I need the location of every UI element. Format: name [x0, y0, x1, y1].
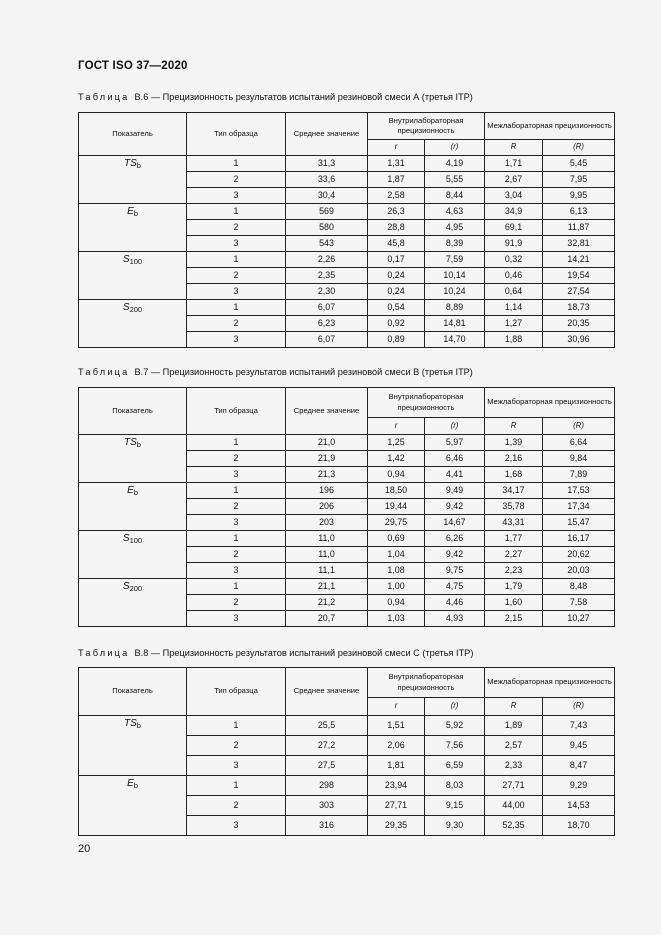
r-cell: 1,81	[368, 756, 425, 776]
r-rel-cell: 14,67	[425, 515, 485, 531]
table-row	[79, 776, 615, 796]
R-cell: 1,89	[485, 716, 543, 736]
col-header-r: r	[368, 698, 425, 716]
col-header-mean: Среднее значение	[286, 388, 368, 435]
r-rel-cell: 4,19	[425, 156, 485, 172]
R-rel-cell: 9,29	[543, 776, 615, 796]
mean-cell: 25,5	[286, 716, 368, 736]
R-cell: 3,04	[485, 188, 543, 204]
r-rel-cell: 6,46	[425, 451, 485, 467]
r-rel-cell: 9,75	[425, 563, 485, 579]
col-header-r: r	[368, 418, 425, 435]
R-rel-cell: 27,54	[543, 284, 615, 300]
R-rel-cell: 5,45	[543, 156, 615, 172]
r-cell: 1,00	[368, 579, 425, 595]
r-rel-cell: 8,44	[425, 188, 485, 204]
r-rel-cell: 4,46	[425, 595, 485, 611]
table-row	[79, 483, 615, 499]
table-label: Таблица	[78, 648, 130, 658]
r-cell: 0,24	[368, 284, 425, 300]
sample-type-cell: 2	[187, 547, 286, 563]
precision-table-b8	[78, 667, 615, 836]
r-cell: 18,50	[368, 483, 425, 499]
mean-cell: 31,3	[286, 156, 368, 172]
r-cell: 0,92	[368, 316, 425, 332]
table-row	[79, 579, 615, 595]
mean-cell: 11,0	[286, 531, 368, 547]
r-rel-cell: 14,70	[425, 332, 485, 348]
mean-cell: 6,23	[286, 316, 368, 332]
R-rel-cell: 18,70	[543, 816, 615, 836]
r-rel-cell: 9,42	[425, 547, 485, 563]
mean-cell: 2,30	[286, 284, 368, 300]
R-rel-cell: 6,64	[543, 435, 615, 451]
R-cell: 27,71	[485, 776, 543, 796]
indicator-cell	[79, 579, 187, 627]
R-rel-cell: 20,03	[543, 563, 615, 579]
R-rel-cell: 19,54	[543, 268, 615, 284]
col-header-between-lab: Межлабораторная прецизионность	[485, 113, 615, 140]
sample-type-cell: 3	[187, 284, 286, 300]
R-cell: 34,9	[485, 204, 543, 220]
col-header-R: R	[485, 418, 543, 435]
sample-type-cell: 1	[187, 300, 286, 316]
indicator-symbol: TS	[124, 158, 137, 169]
r-cell: 27,71	[368, 796, 425, 816]
r-cell: 1,08	[368, 563, 425, 579]
sample-type-cell: 1	[187, 156, 286, 172]
r-cell: 23,94	[368, 776, 425, 796]
mean-cell: 33,6	[286, 172, 368, 188]
r-rel-cell: 4,93	[425, 611, 485, 627]
indicator-cell	[79, 204, 187, 252]
r-rel-cell: 10,24	[425, 284, 485, 300]
mean-cell: 20,7	[286, 611, 368, 627]
sample-type-cell: 1	[187, 204, 286, 220]
indicator-symbol: S	[122, 581, 130, 592]
sample-type-cell: 1	[187, 776, 286, 796]
R-rel-cell: 16,17	[543, 531, 615, 547]
R-rel-cell: 6,13	[543, 204, 615, 220]
sample-type-cell: 2	[187, 220, 286, 236]
R-rel-cell: 14,21	[543, 252, 615, 268]
r-cell: 45,8	[368, 236, 425, 252]
mean-cell: 21,9	[286, 451, 368, 467]
indicator-cell	[79, 716, 187, 776]
sample-type-cell: 2	[187, 316, 286, 332]
r-rel-cell: 6,26	[425, 531, 485, 547]
r-rel-cell: 5,92	[425, 716, 485, 736]
R-cell: 44,00	[485, 796, 543, 816]
indicator-symbol: TS	[124, 437, 137, 448]
R-cell: 1,71	[485, 156, 543, 172]
R-rel-cell: 7,43	[543, 716, 615, 736]
r-cell: 0,24	[368, 268, 425, 284]
r-rel-cell: 8,03	[425, 776, 485, 796]
mean-cell: 21,1	[286, 579, 368, 595]
mean-cell: 21,2	[286, 595, 368, 611]
table-row	[79, 435, 615, 451]
R-cell: 0,64	[485, 284, 543, 300]
r-cell: 1,03	[368, 611, 425, 627]
indicator-cell	[79, 776, 187, 836]
indicator-cell	[79, 531, 187, 579]
table-row	[79, 531, 615, 547]
r-cell: 1,51	[368, 716, 425, 736]
r-rel-cell: 8,39	[425, 236, 485, 252]
table-label: Таблица	[78, 367, 130, 377]
R-cell: 1,60	[485, 595, 543, 611]
r-rel-cell: 9,49	[425, 483, 485, 499]
sample-type-cell: 3	[187, 236, 286, 252]
mean-cell: 6,07	[286, 300, 368, 316]
col-header-indicator: Показатель	[79, 388, 187, 435]
indicator-symbol: S	[122, 302, 130, 313]
indicator-subscript: b	[133, 781, 138, 790]
col-header-r-rel: (r)	[425, 418, 485, 435]
R-rel-cell: 20,62	[543, 547, 615, 563]
r-cell: 2,58	[368, 188, 425, 204]
R-rel-cell: 14,53	[543, 796, 615, 816]
col-header-r-rel: (r)	[425, 698, 485, 716]
R-rel-cell: 9,84	[543, 451, 615, 467]
R-cell: 2,33	[485, 756, 543, 776]
sample-type-cell: 2	[187, 268, 286, 284]
indicator-subscript: 100	[129, 536, 143, 545]
mean-cell: 316	[286, 816, 368, 836]
R-cell: 52,35	[485, 816, 543, 836]
sample-type-cell: 2	[187, 499, 286, 515]
indicator-cell	[79, 252, 187, 300]
r-cell: 19,44	[368, 499, 425, 515]
col-header-sample-type: Тип образца	[187, 388, 286, 435]
table-row	[79, 204, 615, 220]
col-header-R-rel: (R)	[543, 140, 615, 156]
table-row	[79, 156, 615, 172]
r-cell: 1,31	[368, 156, 425, 172]
sample-type-cell: 3	[187, 515, 286, 531]
r-cell: 29,75	[368, 515, 425, 531]
r-cell: 0,69	[368, 531, 425, 547]
mean-cell: 2,26	[286, 252, 368, 268]
R-cell: 2,27	[485, 547, 543, 563]
table-caption	[78, 92, 473, 102]
col-header-within-lab: Внутрилабораторная прецизионность	[368, 113, 485, 140]
R-cell: 1,77	[485, 531, 543, 547]
col-header-sample-type: Тип образца	[187, 668, 286, 716]
table-caption-text: В.6 — Прецизионность результатов испытаний резиновой смеси А (третья ITP)	[134, 92, 473, 102]
page-number: 20	[78, 843, 91, 855]
r-rel-cell: 7,59	[425, 252, 485, 268]
indicator-symbol: E	[127, 206, 134, 217]
R-rel-cell: 15,47	[543, 515, 615, 531]
col-header-within-lab: Внутрилабораторная прецизионность	[368, 388, 485, 418]
col-header-indicator: Показатель	[79, 668, 187, 716]
indicator-symbol: E	[127, 778, 134, 789]
sample-type-cell: 1	[187, 252, 286, 268]
R-cell: 2,16	[485, 451, 543, 467]
col-header-mean: Среднее значение	[286, 113, 368, 156]
table-label: Таблица	[78, 92, 130, 102]
R-rel-cell: 10,27	[543, 611, 615, 627]
mean-cell: 2,35	[286, 268, 368, 284]
indicator-subscript: 200	[129, 305, 143, 314]
r-cell: 0,94	[368, 595, 425, 611]
mean-cell: 11,1	[286, 563, 368, 579]
col-header-between-lab: Межлабораторная прецизионность	[485, 388, 615, 418]
R-cell: 2,57	[485, 736, 543, 756]
table-caption	[78, 367, 473, 377]
R-rel-cell: 7,58	[543, 595, 615, 611]
table-row	[79, 716, 615, 736]
R-cell: 1,68	[485, 467, 543, 483]
r-cell: 0,17	[368, 252, 425, 268]
R-cell: 1,88	[485, 332, 543, 348]
mean-cell: 580	[286, 220, 368, 236]
table-caption-text: В.7 — Прецизионность результатов испытаний резиновой смеси В (третья ITP)	[134, 367, 473, 377]
r-cell: 2,06	[368, 736, 425, 756]
r-rel-cell: 5,55	[425, 172, 485, 188]
r-cell: 1,25	[368, 435, 425, 451]
indicator-symbol: TS	[124, 718, 137, 729]
indicator-symbol: E	[127, 485, 134, 496]
document-header: ГОСТ ISO 37—2020	[78, 60, 188, 72]
indicator-subscript: 100	[129, 257, 143, 266]
sample-type-cell: 3	[187, 332, 286, 348]
r-cell: 1,42	[368, 451, 425, 467]
R-rel-cell: 9,45	[543, 736, 615, 756]
mean-cell: 21,0	[286, 435, 368, 451]
R-cell: 2,67	[485, 172, 543, 188]
indicator-subscript: b	[136, 161, 141, 170]
R-cell: 34,17	[485, 483, 543, 499]
sample-type-cell: 1	[187, 435, 286, 451]
r-rel-cell: 4,95	[425, 220, 485, 236]
R-rel-cell: 32,81	[543, 236, 615, 252]
col-header-R-rel: (R)	[543, 698, 615, 716]
sample-type-cell: 3	[187, 756, 286, 776]
mean-cell: 30,4	[286, 188, 368, 204]
r-cell: 1,87	[368, 172, 425, 188]
r-cell: 1,04	[368, 547, 425, 563]
R-cell: 0,46	[485, 268, 543, 284]
R-rel-cell: 17,34	[543, 499, 615, 515]
indicator-symbol: S	[122, 533, 130, 544]
sample-type-cell: 3	[187, 611, 286, 627]
R-cell: 43,31	[485, 515, 543, 531]
mean-cell: 196	[286, 483, 368, 499]
table-row	[79, 252, 615, 268]
col-header-indicator: Показатель	[79, 113, 187, 156]
table-caption	[78, 648, 473, 658]
r-rel-cell: 9,42	[425, 499, 485, 515]
col-header-between-lab: Межлабораторная прецизионность	[485, 668, 615, 698]
r-rel-cell: 14,81	[425, 316, 485, 332]
sample-type-cell: 3	[187, 188, 286, 204]
mean-cell: 21,3	[286, 467, 368, 483]
R-cell: 91,9	[485, 236, 543, 252]
sample-type-cell: 2	[187, 796, 286, 816]
R-rel-cell: 18,73	[543, 300, 615, 316]
sample-type-cell: 1	[187, 483, 286, 499]
table-row	[79, 300, 615, 316]
r-rel-cell: 10,14	[425, 268, 485, 284]
R-cell: 69,1	[485, 220, 543, 236]
mean-cell: 203	[286, 515, 368, 531]
col-header-sample-type: Тип образца	[187, 113, 286, 156]
mean-cell: 303	[286, 796, 368, 816]
sample-type-cell: 1	[187, 531, 286, 547]
r-cell: 28,8	[368, 220, 425, 236]
sample-type-cell: 1	[187, 579, 286, 595]
r-cell: 26,3	[368, 204, 425, 220]
col-header-r: r	[368, 140, 425, 156]
mean-cell: 11,0	[286, 547, 368, 563]
R-cell: 35,78	[485, 499, 543, 515]
mean-cell: 27,2	[286, 736, 368, 756]
r-rel-cell: 4,75	[425, 579, 485, 595]
r-rel-cell: 9,30	[425, 816, 485, 836]
indicator-subscript: b	[133, 488, 138, 497]
R-cell: 1,39	[485, 435, 543, 451]
col-header-R: R	[485, 140, 543, 156]
indicator-subscript: b	[136, 721, 141, 730]
indicator-subscript: 200	[129, 584, 143, 593]
sample-type-cell: 3	[187, 563, 286, 579]
mean-cell: 6,07	[286, 332, 368, 348]
col-header-mean: Среднее значение	[286, 668, 368, 716]
r-rel-cell: 9,15	[425, 796, 485, 816]
R-rel-cell: 20,35	[543, 316, 615, 332]
R-rel-cell: 7,95	[543, 172, 615, 188]
col-header-within-lab: Внутрилабораторная прецизионность	[368, 668, 485, 698]
R-rel-cell: 17,53	[543, 483, 615, 499]
R-cell: 1,14	[485, 300, 543, 316]
mean-cell: 206	[286, 499, 368, 515]
r-rel-cell: 5,97	[425, 435, 485, 451]
R-cell: 1,79	[485, 579, 543, 595]
indicator-symbol: S	[122, 254, 130, 265]
col-header-R-rel: (R)	[543, 418, 615, 435]
R-rel-cell: 11,87	[543, 220, 615, 236]
col-header-r-rel: (r)	[425, 140, 485, 156]
R-cell: 2,15	[485, 611, 543, 627]
indicator-subscript: b	[133, 209, 138, 218]
r-rel-cell: 4,63	[425, 204, 485, 220]
r-cell: 0,89	[368, 332, 425, 348]
sample-type-cell: 3	[187, 467, 286, 483]
r-cell: 0,94	[368, 467, 425, 483]
R-rel-cell: 30,96	[543, 332, 615, 348]
R-rel-cell: 9,95	[543, 188, 615, 204]
R-rel-cell: 7,89	[543, 467, 615, 483]
indicator-cell	[79, 156, 187, 204]
r-cell: 0,54	[368, 300, 425, 316]
indicator-subscript: b	[136, 440, 141, 449]
r-rel-cell: 7,56	[425, 736, 485, 756]
R-cell: 0,32	[485, 252, 543, 268]
mean-cell: 298	[286, 776, 368, 796]
indicator-cell	[79, 435, 187, 483]
indicator-cell	[79, 300, 187, 348]
R-rel-cell: 8,47	[543, 756, 615, 776]
sample-type-cell: 2	[187, 595, 286, 611]
mean-cell: 569	[286, 204, 368, 220]
r-cell: 29,35	[368, 816, 425, 836]
sample-type-cell: 3	[187, 816, 286, 836]
indicator-cell	[79, 483, 187, 531]
table-caption-text: В.8 — Прецизионность результатов испытаний резиновой смеси С (третья ITP)	[134, 648, 474, 658]
sample-type-cell: 1	[187, 716, 286, 736]
r-rel-cell: 6,59	[425, 756, 485, 776]
mean-cell: 543	[286, 236, 368, 252]
R-rel-cell: 8,48	[543, 579, 615, 595]
R-cell: 2,23	[485, 563, 543, 579]
precision-table-b7	[78, 387, 615, 627]
sample-type-cell: 2	[187, 172, 286, 188]
sample-type-cell: 2	[187, 736, 286, 756]
R-cell: 1,27	[485, 316, 543, 332]
col-header-R: R	[485, 698, 543, 716]
r-rel-cell: 4,41	[425, 467, 485, 483]
precision-table-b6	[78, 112, 615, 348]
r-rel-cell: 8,89	[425, 300, 485, 316]
mean-cell: 27,5	[286, 756, 368, 776]
sample-type-cell: 2	[187, 451, 286, 467]
